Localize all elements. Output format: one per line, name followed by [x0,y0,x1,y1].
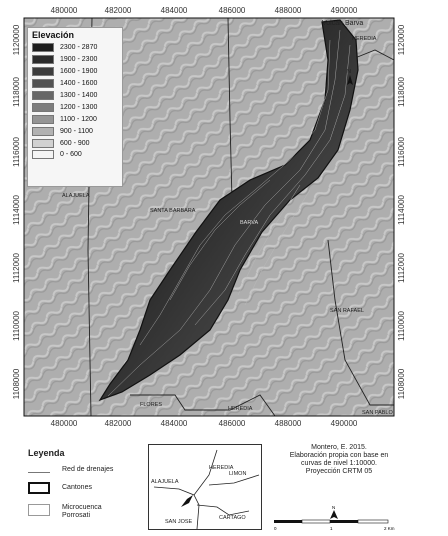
elevation-class-label: 1400 - 1600 [60,80,98,88]
y-tick-right: 1108000 [397,368,406,400]
elevation-class [32,78,118,90]
elevation-class [32,137,118,149]
y-tick-left: 1108000 [12,368,21,400]
elevation-swatch [32,115,54,124]
legend-micro-label-1: Microcuenca [62,504,102,511]
elevation-legend [27,27,123,187]
svg-text:N: N [332,505,336,510]
y-tick-right: 1114000 [397,195,406,225]
credits-line-2: Elaboración propia con base en [289,452,389,459]
x-tick-top: 490000 [330,6,358,15]
y-axis-right [397,24,406,399]
elevation-class-label: 600 - 900 [60,139,90,147]
inset-alajuela: ALAJUELA [151,479,179,485]
x-tick-bottom: 488000 [274,419,302,428]
place-flores: FLORES [140,402,163,408]
svg-text:0: 0 [274,526,277,531]
inset-san-jose: SAN JOSE [165,519,193,525]
drainage-line-icon [28,466,50,473]
elevation-swatch [32,79,54,88]
place-santa-barbara: SANTA BARBARA [150,208,196,214]
x-tick-bottom: 480000 [50,419,78,428]
place-san-pablo: SAN PABLO [362,410,393,416]
legend-microcuenca [28,504,102,520]
place-heredia-s: HEREDIA [228,406,253,412]
elevation-class [32,90,118,102]
legend-drainage-label: Red de drenajes [62,466,114,473]
x-axis-bottom [51,419,358,428]
elevation-class [32,149,118,161]
legend-cantones-label: Cantones [62,484,92,491]
elevation-class-label: 2300 - 2870 [60,44,98,52]
y-tick-right: 1112000 [397,253,406,283]
x-tick-top: 484000 [160,6,188,15]
legend [28,448,138,528]
elevation-class [32,101,118,113]
x-tick-top: 486000 [218,6,246,15]
svg-text:N: N [347,69,351,75]
elevation-class [32,54,118,66]
elevation-class-label: 0 - 600 [60,151,82,159]
microcuenca-box-icon [28,504,50,516]
elevation-class-label: 1100 - 1200 [60,115,97,123]
elevation-swatch [32,139,54,148]
inset-map [148,444,262,530]
place-barva: BARVA [240,220,259,226]
north-arrow-icon [330,505,338,519]
elevation-class-label: 1300 - 1400 [60,92,98,99]
scale-bar [272,505,412,532]
elevation-swatch [32,150,54,159]
credits-line-1: Montero, E. 2015. [311,444,367,451]
y-tick-left: 1110000 [12,311,21,341]
credits-line-4: Proyección CRTM 05 [305,468,373,475]
x-tick-bottom: 482000 [104,419,132,428]
svg-text:1: 1 [330,526,333,531]
x-tick-top: 482000 [104,6,132,15]
elevation-legend-title: Elevación [32,30,75,40]
y-tick-left: 1114000 [12,195,21,225]
legend-micro-label-2: Porrosati [62,512,91,519]
elevation-class-label: 1600 - 1900 [60,68,98,76]
elevation-swatch [32,91,54,100]
elevation-swatch [32,67,54,76]
place-heredia-ne: HEREDIA [352,36,377,42]
inset-limon: LIMON [229,471,247,477]
legend-drainage [28,466,113,474]
elevation-swatch [32,127,54,136]
place-volcan: Volcán Barva [322,20,364,27]
y-tick-right: 1116000 [397,137,406,167]
legend-title: Leyenda [28,448,65,458]
x-tick-bottom: 486000 [218,419,246,428]
elevation-swatch [32,43,54,52]
legend-cantones [28,482,92,494]
elevation-class [32,113,118,125]
place-alajuela: ALAJUELA [62,193,90,199]
svg-text:2 Km: 2 Km [384,526,395,531]
elevation-class [32,66,118,78]
y-tick-right: 1120000 [397,24,406,56]
elevation-swatch [32,103,54,112]
y-tick-left: 1118000 [12,77,21,107]
elevation-class-label: 1900 - 2300 [60,56,98,64]
study-area-marker [181,495,193,507]
elevation-class-label: 1200 - 1300 [60,103,98,111]
y-tick-left: 1120000 [12,24,21,56]
y-axis-left [12,24,21,399]
y-tick-right: 1118000 [397,77,406,107]
x-tick-bottom: 490000 [330,419,358,428]
map-credits [268,444,410,476]
x-tick-top: 488000 [274,6,302,15]
canton-box-icon [28,482,50,494]
elevation-swatch [32,55,54,64]
elevation-class [32,42,118,54]
y-tick-right: 1110000 [397,311,406,341]
x-axis-top [51,6,358,15]
y-tick-left: 1116000 [12,137,21,167]
elevation-class-label: 900 - 1100 [60,127,93,135]
elevation-class [32,125,118,137]
place-san-rafael: SAN RAFAEL [330,308,364,314]
y-tick-left: 1112000 [12,253,21,283]
credits-line-3: curvas de nivel 1:10000. [301,460,377,467]
x-tick-bottom: 484000 [160,419,188,428]
inset-heredia: HEREDIA [209,465,234,471]
inset-cartago: CARTAGO [219,515,246,521]
x-tick-top: 480000 [50,6,78,15]
